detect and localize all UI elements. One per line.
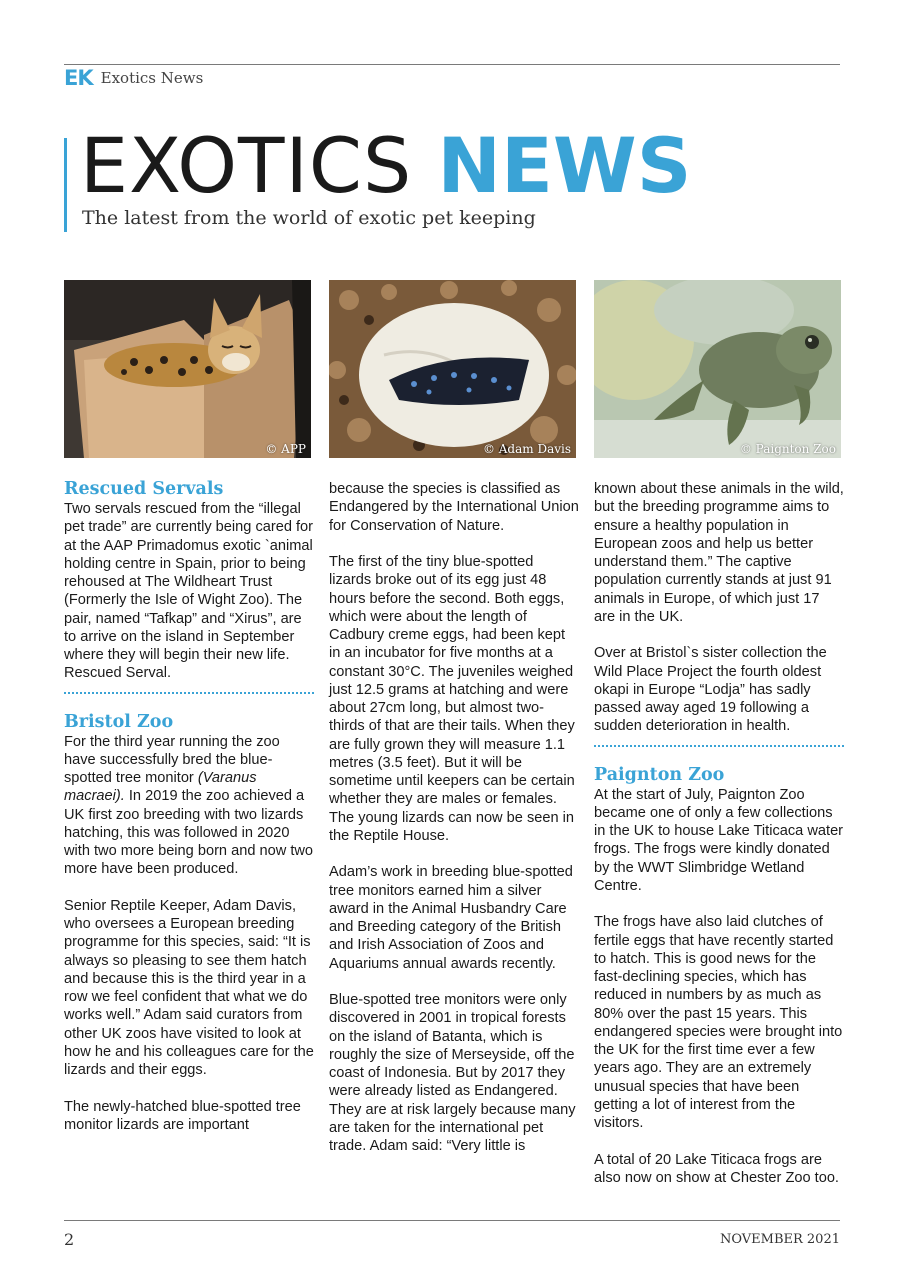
- paragraph: The first of the tiny blue-spotted lizards broke out of its egg just 48 hours before the second. Both eggs, which were about the length of Cadbury creme eggs, had been kept in an incubator for five months at a constant 30°C. The juveniles weighed just 12.5 grams at hatching and were about 27cm long, but almost two-thirds of that are their tails. When they are fully grown they will measure 1.1 metres (3.5 feet). But it will be sometime until keepers can be certain whether they are males or females. The young lizards can now be seen in the Reptile House.: [329, 554, 575, 844]
- lizard-egg-image: [329, 280, 576, 458]
- heading-rescued-servals: Rescued Servals: [64, 479, 224, 499]
- page-number: 2: [64, 1230, 75, 1249]
- article-column-1: [64, 478, 314, 1152]
- article-column-2: [329, 480, 579, 1174]
- title-thin: EXOTICS: [80, 121, 438, 210]
- title-accent-bar: [64, 138, 67, 232]
- paragraph: The frogs have also laid clutches of fertile eggs that have recently started to hatch. This is good news for the fast-declining species, which has reduced in numbers by as much as 80% over the past 15 years. This endangered species were brought into the UK for the first time ever a few years ago. They are an extremely unusual species that have been getting a lot of interest from the visitors.: [594, 914, 843, 1131]
- photo-credit: © APP: [265, 442, 306, 456]
- serval-image: [64, 280, 311, 458]
- article-column-3: [594, 480, 844, 1205]
- photo-credit: © Paignton Zoo: [739, 442, 836, 456]
- paragraph: Senior Reptile Keeper, Adam Davis, who oversees a European breeding programme for this species, said: “It is always so pleasing to see them hatch and because this is the third year in a row we feel confident that what we do works well.” Adam said curators from other UK zoos have visited to look at how he and his colleagues care for the lizards and their eggs.: [64, 897, 314, 1078]
- heading-paignton-zoo: Paignton Zoo: [594, 764, 725, 785]
- paragraph: For the third year running the zoo have successfully bred the blue-spotted tree monitor (Varanus macraei). In 2019 the zoo achieved a UK first zoo breeding with two lizards hatching, this was followed in 2020 with two more being born and now two more have been produced.: [64, 733, 314, 878]
- lizard-egg-photo: [329, 280, 576, 458]
- paragraph: Over at Bristol`s sister collection the Wild Place Project the fourth oldest okapi in Europe “Lodja” has sadly passed away aged 19 following a sudden deterioration in health.: [594, 645, 827, 735]
- section-name: Exotics News: [100, 69, 204, 87]
- paragraph: Adam’s work in breeding blue-spotted tree monitors earned him a silver award in the Animal Husbandry Care and Breeding category of the British and Irish Association of Zoos and Aquariums annual awards recently.: [329, 864, 573, 972]
- section-divider: [594, 745, 844, 747]
- paragraph: At the start of July, Paignton Zoo became one of only a few collections in the UK to house Lake Titicaca water frogs. The frogs were kindly donated by the WWT Slimbridge Wetland Centre.: [594, 786, 844, 894]
- magazine-logo[interactable]: EK: [64, 66, 93, 90]
- heading-bristol-zoo: Bristol Zoo: [64, 711, 174, 732]
- title-bold: NEWS: [437, 121, 692, 210]
- paragraph: because the species is classified as Endangered by the International Union for Conservation of Nature.: [329, 481, 579, 534]
- issue-date: NOVEMBER 2021: [719, 1232, 840, 1247]
- frog-image: [594, 280, 841, 458]
- header-rule: [64, 64, 840, 65]
- page-subtitle: The latest from the world of exotic pet keeping: [82, 207, 536, 229]
- footer-rule: [64, 1220, 840, 1221]
- serval-photo: [64, 280, 311, 458]
- frog-photo: [594, 280, 841, 458]
- paragraph: Two servals rescued from the “illegal pet trade” are currently being cared for at the AAP Primadomus exotic `animal holding centre in Spain, prior to being rehoused at The Wildheart Trust (Formerly the Isle of Wight Zoo). The pair, named “Tafkap” and “Xirus”, are to arrive on the island in September where they will begin their new life. Rescued Serval.: [64, 501, 314, 682]
- paragraph: The newly-hatched blue-spotted tree monitor lizards are important: [64, 1098, 301, 1133]
- paragraph: Blue-spotted tree monitors were only discovered in 2001 in tropical forests on the island of Batanta, which is roughly the size of Merseyside, off the coast of Indonesia. But by 2017 they were already listed as Endangered. They are at risk largely because many are taken for the international pet trade. Adam said: “Very little is: [329, 992, 576, 1154]
- photo-credit: © Adam Davis: [482, 442, 571, 456]
- page-title: [80, 121, 692, 210]
- paragraph: A total of 20 Lake Titicaca frogs are also now on show at Chester Zoo too.: [594, 1151, 839, 1186]
- section-divider: [64, 692, 314, 694]
- header: [64, 66, 203, 90]
- paragraph: known about these animals in the wild, but the breeding programme aims to ensure a healthy population in European zoos and help us better understand them.” The captive population currently stands at just 91 animals in Europe, of which just 17 are in the UK.: [594, 481, 844, 625]
